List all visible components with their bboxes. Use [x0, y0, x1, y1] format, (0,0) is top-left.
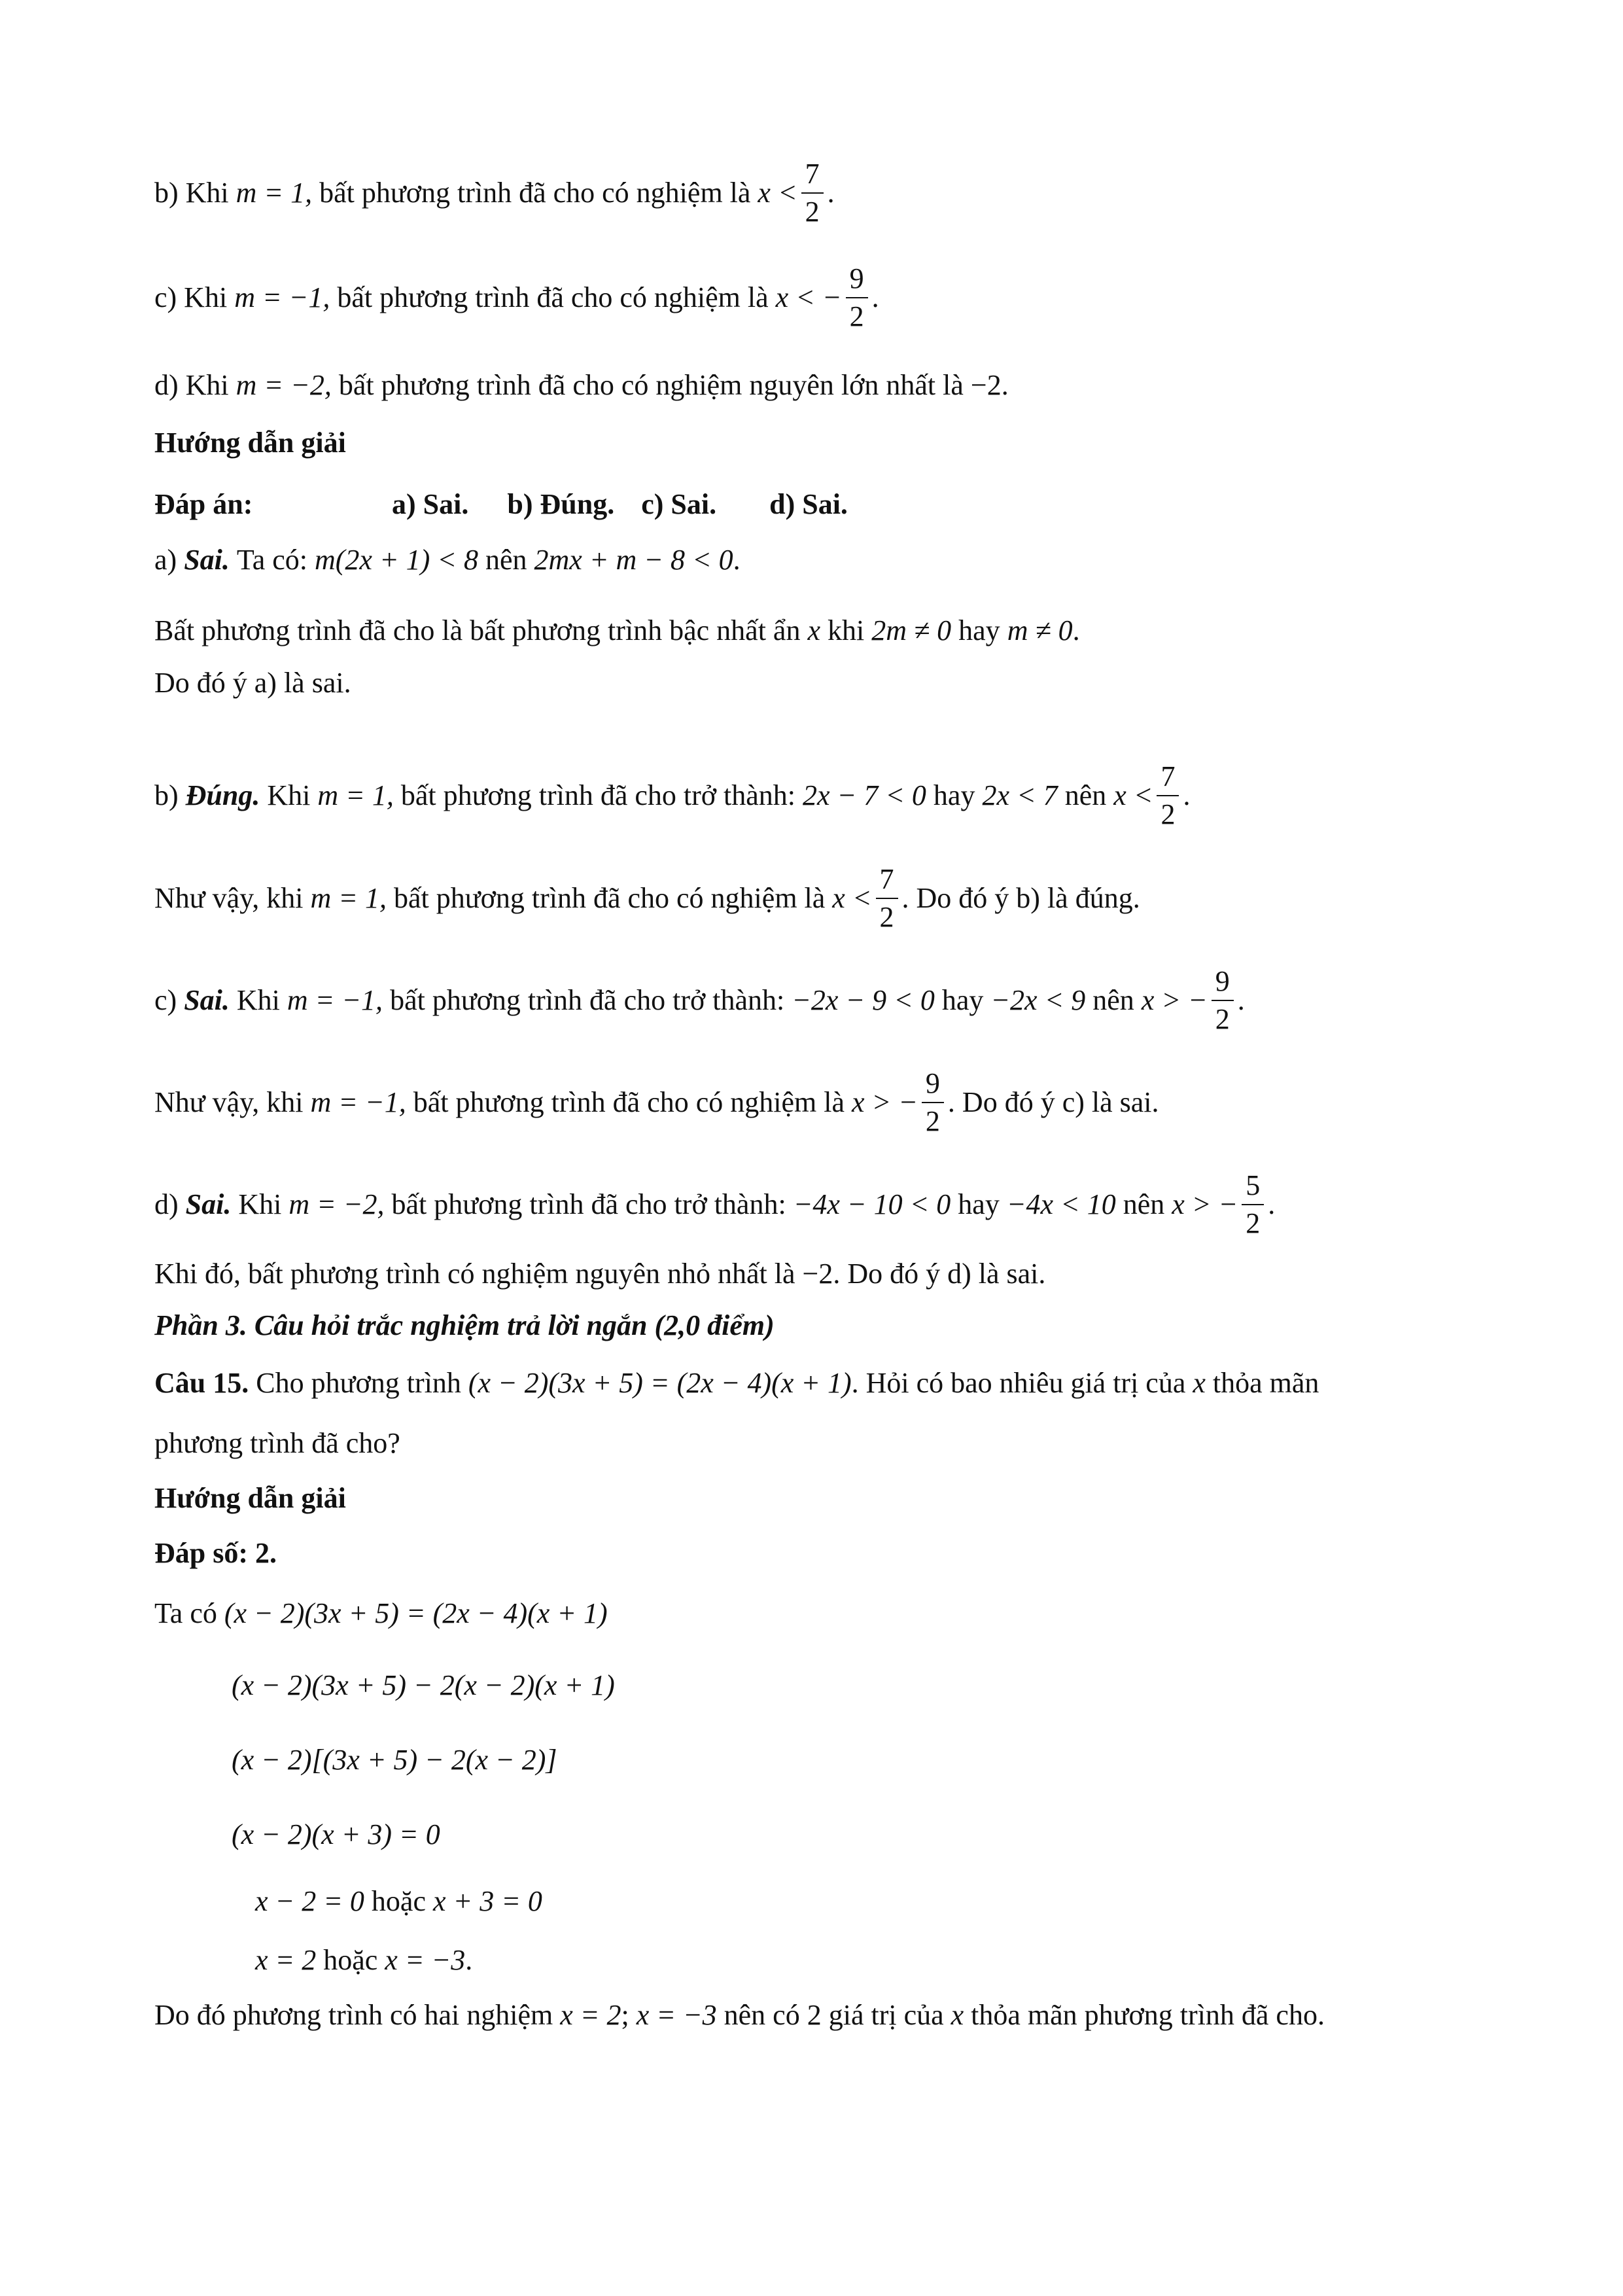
- question-15-line2: phương trình đã cho?: [154, 1427, 400, 1459]
- question-label: Câu 15.: [154, 1366, 249, 1399]
- solution-heading-2: Hướng dẫn giải: [154, 1482, 346, 1514]
- expression: −2x − 9 < 0: [792, 984, 935, 1016]
- value: −2: [970, 368, 1002, 401]
- inequality: x <: [758, 177, 797, 209]
- condition: m = 1,: [236, 177, 313, 209]
- solution-c: c) Sai. Khi m = −1, bất phương trình đã cho trở thành: −2x − 9 < 0 hay −2x < 9 nên x > − $\frac{9}{2}$ .: [154, 965, 1245, 1035]
- expression: 2x < 7: [982, 779, 1058, 811]
- option-text: bất phương trình đã cho có nghiệm là: [337, 281, 769, 313]
- solution-c-line2: Như vậy, khi m = −1, bất phương trình đã cho có nghiệm là x > − $\frac{9}{2}$ . Do đó ý c) là sai.: [154, 1067, 1159, 1137]
- option-c: c) Khi m = −1, bất phương trình đã cho có nghiệm là x < − $\frac{9}{2}$ .: [154, 262, 879, 332]
- condition: m = −1,: [234, 281, 330, 313]
- step-2: (x − 2)(3x + 5) − 2(x − 2)(x + 1): [232, 1669, 615, 1701]
- answer-c: c) Sai.: [641, 487, 717, 520]
- option-text: bất phương trình đã cho có nghiệm nguyên lớn nhất là: [338, 368, 964, 401]
- option-label: d) Khi: [154, 368, 229, 401]
- solution-b: b) Đúng. Khi m = 1, bất phương trình đã cho trở thành: 2x − 7 < 0 hay 2x < 7 nên x < $\frac{7}{2}$ .: [154, 760, 1191, 830]
- expression: 2x − 7 < 0: [803, 779, 926, 811]
- step-1: Ta có (x − 2)(3x + 5) = (2x − 4)(x + 1): [154, 1597, 608, 1629]
- value: −2: [802, 1257, 833, 1290]
- verdict: Sai.: [184, 543, 230, 576]
- answer-label: Đáp án:: [154, 487, 253, 520]
- conclusion: Do đó phương trình có hai nghiệm x = 2; x = −3 nên có 2 giá trị của x thỏa mãn phương trình đã cho.: [154, 1998, 1325, 2031]
- fraction: $\frac{7}{2}$: [801, 160, 824, 226]
- solution-a-line2: Bất phương trình đã cho là bất phương trình bậc nhất ẩn x khi 2m ≠ 0 hay m ≠ 0.: [154, 614, 1080, 646]
- option-d: d) Khi m = −2, bất phương trình đã cho có nghiệm nguyên lớn nhất là −2.: [154, 368, 1009, 401]
- step-5: x − 2 = 0 hoặc x + 3 = 0: [255, 1884, 542, 1917]
- option-b: b) Khi m = 1, bất phương trình đã cho có nghiệm là x < $\frac{7}{2}$ .: [154, 158, 835, 228]
- fraction: $\frac{9}{2}$: [1212, 967, 1234, 1034]
- expression: 2mx + m − 8 < 0: [534, 543, 733, 576]
- solution-d: d) Sai. Khi m = −2, bất phương trình đã cho trở thành: −4x − 10 < 0 hay −4x < 10 nên x > − $\frac{5}{2}$ .: [154, 1169, 1276, 1239]
- verdict: Sai.: [184, 984, 230, 1016]
- answer-a: a) Sai.: [392, 487, 469, 520]
- step-6: x = 2 hoặc x = −3.: [255, 1943, 473, 1976]
- verdict: Đúng.: [185, 779, 260, 811]
- option-label: b) Khi: [154, 177, 229, 209]
- step-3: (x − 2)[(3x + 5) − 2(x − 2)]: [232, 1744, 557, 1776]
- answer-b: b) Đúng.: [507, 487, 615, 520]
- equation: (x − 2)(3x + 5) = (2x − 4)(x + 1): [468, 1366, 852, 1399]
- expression: m ≠ 0: [1007, 614, 1073, 646]
- answer-d: d) Sai.: [769, 487, 848, 520]
- inequality: x < −: [775, 281, 842, 313]
- fraction: $\frac{7}{2}$: [1157, 762, 1179, 829]
- solution-b-line2: Như vậy, khi m = 1, bất phương trình đã cho có nghiệm là x < $\frac{7}{2}$ . Do đó ý b) là đúng.: [154, 863, 1140, 933]
- fraction: $\frac{9}{2}$: [846, 264, 868, 331]
- expression: −4x < 10: [1006, 1188, 1116, 1220]
- answer-line: Đáp số: 2.: [154, 1537, 277, 1569]
- expression: −2x < 9: [990, 984, 1086, 1016]
- condition: m = −2,: [236, 368, 332, 401]
- question-15: Câu 15. Cho phương trình (x − 2)(3x + 5) = (2x − 4)(x + 1). Hỏi có bao nhiêu giá trị của x thỏa mãn: [154, 1366, 1319, 1399]
- expression: −4x − 10 < 0: [793, 1188, 951, 1220]
- solution-d-line2: Khi đó, bất phương trình có nghiệm nguyên nhỏ nhất là −2. Do đó ý d) là sai.: [154, 1257, 1046, 1290]
- option-label: c) Khi: [154, 281, 228, 313]
- part3-title: Phần 3. Câu hỏi trắc nghiệm trả lời ngắn (2,0 điểm): [154, 1309, 775, 1341]
- answer-row: [154, 487, 879, 519]
- verdict: Sai.: [185, 1188, 232, 1220]
- expression: 2m ≠ 0: [871, 614, 952, 646]
- option-text: bất phương trình đã cho có nghiệm là: [319, 177, 751, 209]
- solution-a-line3: Do đó ý a) là sai.: [154, 667, 351, 699]
- fraction: $\frac{9}{2}$: [922, 1069, 944, 1136]
- fraction: $\frac{7}{2}$: [876, 865, 898, 932]
- solution-heading: Hướng dẫn giải: [154, 427, 346, 459]
- expression: m(2x + 1) < 8: [314, 543, 478, 576]
- step-4: (x − 2)(x + 3) = 0: [232, 1818, 440, 1850]
- solution-a: a) Sai. Ta có: m(2x + 1) < 8 nên 2mx + m − 8 < 0.: [154, 543, 741, 576]
- fraction: $\frac{5}{2}$: [1242, 1171, 1264, 1238]
- equation: (x − 2)(3x + 5) = (2x − 4)(x + 1): [224, 1597, 608, 1629]
